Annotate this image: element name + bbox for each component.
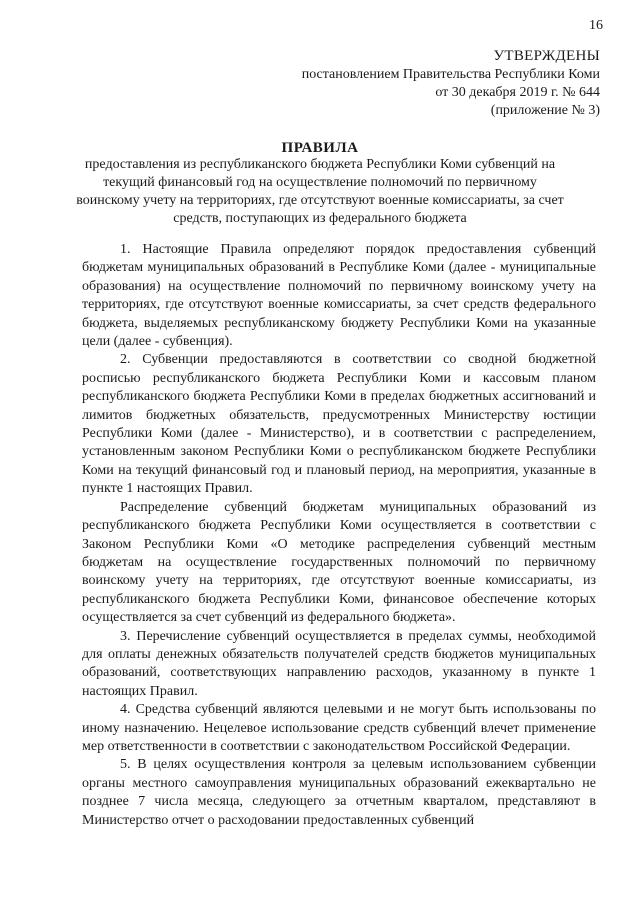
page-number: 16 (589, 18, 603, 33)
paragraph-2: 2. Субвенции предоставляются в соответствии со сводной бюджетной росписью республиканского бюджета Республики Коми и кассовым планом республиканского бюджета Республики Коми в пределах бюджетных ассигнований и лимитов бюджетных обязательств, предусмотренных Министерству юстиции Республики Коми (далее - Министерство), и в соответствии с распределением, установленным законом Республики Коми о республиканском бюджете Республики Коми на текущий финансовый год и плановый период, на мероприятия, указанные в пункте 1 настоящих Правил. (82, 352, 596, 497)
paragraph-2-continuation: Распределение субвенций бюджетам муниципальных образований из республиканского бюджета Республики Коми осуществляется в соответствии с Законом Республики Коми «О методике распределения субвенций местным бюджетам на осуществление государственных полномочий по первичному воинскому учету на территориях, где отсутствуют военные комиссариаты, из республиканского бюджета Республики Коми, финансовое обеспечение которых осуществляется за счет субвенций из федерального бюджета». (82, 499, 596, 626)
paragraph-1: 1. Настоящие Правила определяют порядок предоставления субвенций бюджетам муниципальных образований в Республике Коми (далее - муниципальные образования) на осуществление полномочий по первичному воинскому учету на территориях, где отсутствуют военные комиссариаты, за счет средств федерального бюджета, выделяемых республиканскому бюджету Республики Коми на указанные цели (далее - субвенция). (82, 242, 596, 350)
approval-date: от 30 декабря 2019 г. № 644 (435, 85, 600, 100)
document-body (82, 241, 596, 830)
document-title: ПРАВИЛА (281, 140, 359, 156)
paragraph-3: 3. Перечисление субвенций осуществляется в пределах суммы, необходимой для оплаты денежных обязательств получателей средств бюджетов муниципальных образований, соответствующих направлению расходов, указанному в пункте 1 настоящих Правил. (82, 628, 596, 699)
paragraph-5: 5. В целях осуществления контроля за целевым использованием субвенции органы местного самоуправления муниципальных образований ежеквартально не позднее 7 числа месяца, следующего за отчетным кварталом, представляют в Министерство отчет о расходовании предоставленных субвенций (82, 757, 596, 828)
paragraph-4: 4. Средства субвенций являются целевыми и не могут быть использованы по иному назначению. Нецелевое использование средств субвенций влечет применение мер ответственности в соответствии с законодательством Российской Федерации. (82, 702, 596, 754)
approval-stamp (302, 46, 600, 120)
document-subtitle: предоставления из республиканского бюджета Республики Коми субвенций на текущий финансовый год на осуществление полномочий по первичному воинскому учету на территориях, где отсутствуют военные комиссариаты, за счет средств, поступающих из федерального бюджета (76, 157, 564, 226)
approval-resolution: постановлением Правительства Республики Коми (301, 67, 600, 82)
approved-heading: УТВЕРЖДЕНЫ (493, 48, 600, 64)
approval-appendix: (приложение № 3) (490, 103, 600, 118)
